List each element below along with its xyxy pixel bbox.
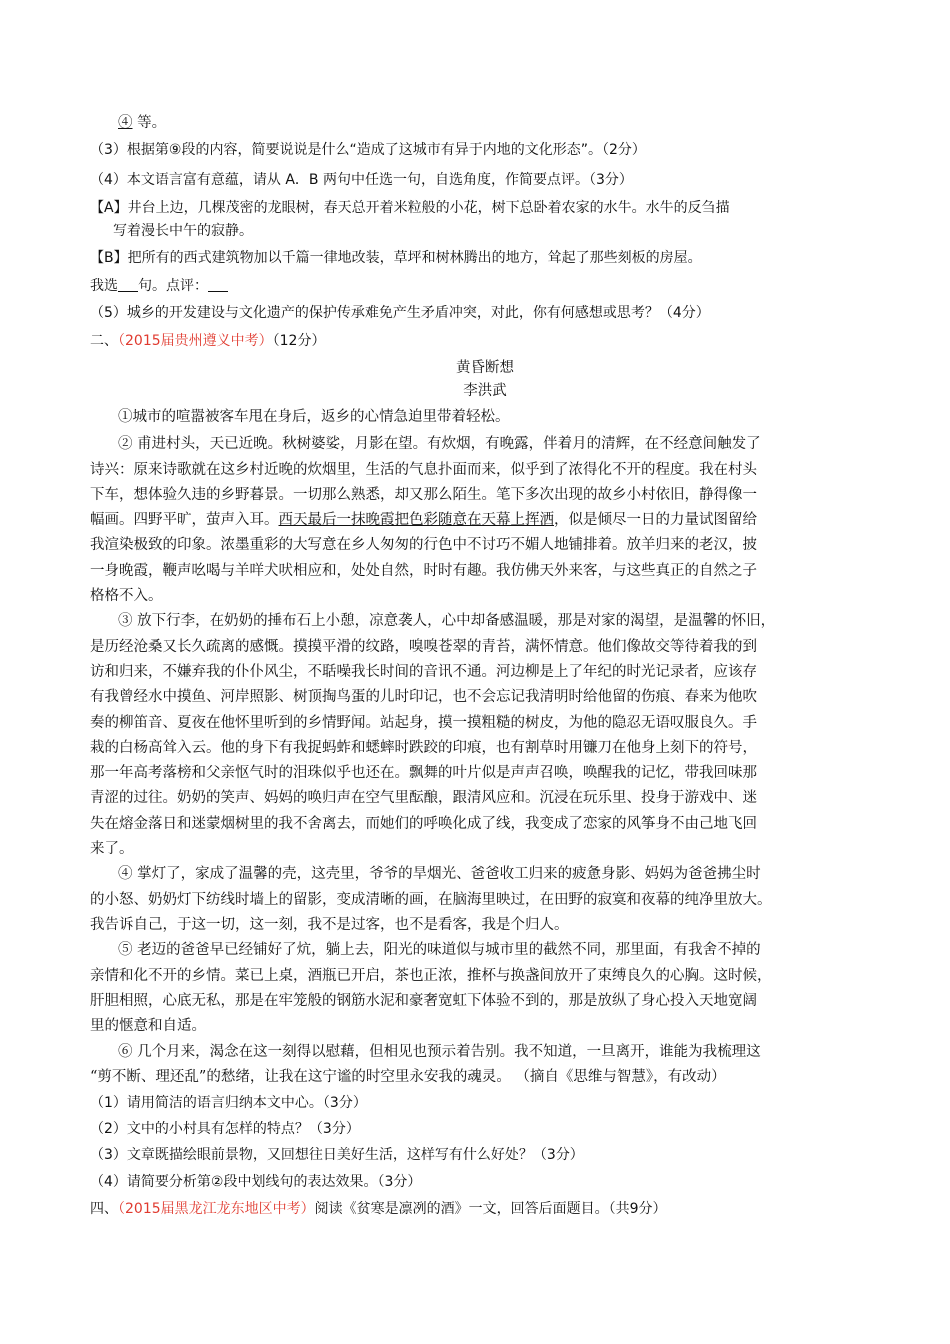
paragraph-3-line9: 失在熔金落日和迷蒙烟树里的我不舍离去，而她们的呼唤化成了线，我变成了恋家的风筝身不由己地飞回 <box>90 816 757 832</box>
answer-line: 我选 句。点评： <box>90 276 880 296</box>
sub-question-3: （3）文章既描绘眼前景物，又回想往日美好生活，这样写有什么好处？（3分） <box>90 1147 584 1163</box>
paragraph-3-line1: ③ 放下行李，在奶奶的捶布石上小憩，凉意袭人，心中却备感温暖，那是对家的渴望，是温馨的怀旧， <box>118 613 776 629</box>
paragraph-3-line8: 青涩的过往。奶奶的笑声、妈妈的唤归声在空气里酝酿，跟清风应和。沉浸在玩乐里、投身于游戏中、迷 <box>90 790 757 806</box>
question-3: （3）根据第⑨段的内容，简要说说是什么“造成了这城市有异于内地的文化形态”。（2分） <box>90 142 646 158</box>
paragraph-3-line10: 来了。 <box>90 841 134 857</box>
paragraph-2-line5: 我渲染极致的印象。浓墨重彩的大写意在乡人匆匆的行色中不讨巧不媚人地铺排着。放羊归来的老汉，披 <box>90 537 757 553</box>
paragraph-2-line4: 幅画。四野平旷，萤声入耳。西天最后一抹晚霞把色彩随意在天幕上挥洒，似是倾尽一日的力量试图留给 <box>90 512 757 528</box>
paragraph-2-line7: 格格不入。 <box>90 588 163 604</box>
paragraph-5-line2: 亲情和化不开的乡情。菜已上桌，酒瓶已开启，茶也正浓，推杯与换盏间放开了束缚良久的心胸。这时候， <box>90 968 772 984</box>
paragraph-2-line6: 一身晚霞，鞭声吆喝与羊咩犬吠相应和，处处自然，时时有趣。我仿佛天外来客，与这些真正的自然之子 <box>90 563 757 579</box>
comment-blank[interactable] <box>208 277 228 292</box>
article-title: 黄昏断想 <box>456 360 514 376</box>
paragraph-4-line2: 的小怒、奶奶灯下纺线时墙上的留影，变成清晰的画，在脑海里映过，在田野的寂寞和夜幕的纯净里放大。 <box>90 892 772 908</box>
item-marker: ④ <box>118 115 133 131</box>
paragraph-3-line5: 奏的柳笛音、夏夜在他怀里听到的乡情野闻。站起身，摸一摸粗糙的树皮，为他的隐忍无语叹服良久。手 <box>90 715 757 731</box>
sentence-a-line1: 【A】井台上边，几棵茂密的龙眼树，春天总开着米粒般的小花，树下总卧着农家的水牛。水牛的反刍描 <box>90 200 730 216</box>
underlined-sentence: 西天最后一抹晚霞把色彩随意在天幕上挥洒 <box>278 512 554 528</box>
sub-question-1: （1）请用简洁的语言归纳本文中心。（3分） <box>90 1095 367 1111</box>
sub-question-4: （4）请简要分析第②段中划线句的表达效果。（3分） <box>90 1174 422 1190</box>
paragraph-2-line1: ② 甫进村头，天已近晚。秋树婆娑，月影在望。有炊烟，有晚露，伴着月的清辉，在不经意间触发了 <box>118 436 761 452</box>
section-source: （2015届黑龙江龙东地区中考） <box>118 1201 315 1217</box>
paragraph-6-line1: ⑥ 几个月来，渴念在这一刻得以慰藉，但相见也预示着告别。我不知道，一旦离开，谁能为我梳理这 <box>118 1044 761 1060</box>
section-source: （2015届贵州遵义中考） <box>118 333 273 349</box>
paragraph-5-line4: 里的惬意和自适。 <box>90 1018 206 1034</box>
sentence-b: 【B】把所有的西式建筑物加以千篇一律地改装，草坪和树林腾出的地方，耸起了那些刻板的房屋。 <box>90 250 702 266</box>
section-two-heading: 二、（2015届贵州遵义中考）（12分） <box>90 333 326 349</box>
paragraph-5-line3: 肝胆相照，心底无私，那是在牢笼般的钢筋水泥和豪奢宽虹下体验不到的，那是放纵了身心投入天地宽阔 <box>90 993 757 1009</box>
paragraph-2-line2: 诗兴：原来诗歌就在这乡村近晚的炊烟里，生活的气息扑面而来，似乎到了浓得化不开的程度。我在村头 <box>90 462 757 478</box>
paragraph-5-line1: ⑤ 老迈的爸爸早已经铺好了炕，躺上去，阳光的味道似与城市里的截然不同，那里面，有我舍不掉的 <box>118 942 761 958</box>
question-5: （5）城乡的开发建设与文化遗产的保护传承难免产生矛盾冲突，对此，你有何感想或思考？（4分） <box>90 305 710 321</box>
question-4: （4）本文语言富有意蕴，请从 A．B 两句中任选一句，自选角度，作简要点评。（3分） <box>90 172 633 188</box>
paragraph-4-line1: ④ 掌灯了，家成了温馨的壳，这壳里，爷爷的旱烟光、爸爸收工归来的疲惫身影、妈妈为爸爸拂尘时 <box>118 866 761 882</box>
paragraph-6-line2: “剪不断、理还乱”的愁绪，让我在这宁谧的时空里永安我的魂灵。 （摘自《思维与智慧》，有改动） <box>90 1069 726 1085</box>
paragraph-1: ①城市的喧嚣被客车甩在身后，返乡的心情急迫里带着轻松。 <box>118 409 510 425</box>
paragraph-3-line2: 是历经沧桑又长久疏离的感慨。摸摸平滑的纹路，嗅嗅苍翠的青苔，满怀情意。他们像故交等待着我的到 <box>90 639 757 655</box>
paragraph-3-line6: 栽的白杨高耸入云。他的身下有我捉蚂蚱和蟋蟀时跌跤的印痕，也有割草时用镰刀在他身上刻下的符号， <box>90 740 757 756</box>
q4-item-line: ④ 等。 <box>118 115 167 131</box>
paragraph-2-line3: 下车，想体验久违的乡野暮景。一切那么熟悉，却又那么陌生。笔下多次出现的故乡小村依旧，静得像一 <box>90 487 757 503</box>
paragraph-4-line3: 我告诉自己，于这一切，这一刻，我不是过客，也不是看客，我是个归人。 <box>90 917 569 933</box>
section-four-heading: 四、（2015届黑龙江龙东地区中考）阅读《贫寒是凛冽的酒》一文，回答后面题目。（共9分） <box>90 1201 667 1217</box>
sub-question-2: （2）文中的小村具有怎样的特点？（3分） <box>90 1121 360 1137</box>
answer-blank[interactable] <box>118 277 138 292</box>
sentence-a-line2: 写着漫长中午的寂静。 <box>113 223 253 239</box>
article-author: 李洪武 <box>463 383 507 399</box>
paragraph-3-line3: 访和归来，不嫌弃我的仆仆风尘，不聒噪我长时间的音讯不通。河边柳是上了年纪的时光记录者，应该存 <box>90 664 757 680</box>
paragraph-3-line7: 那一年高考落榜和父亲怄气时的泪珠似乎也还在。飘舞的叶片似是声声召唤，唤醒我的记忆，带我回味那 <box>90 765 757 781</box>
paragraph-3-line4: 有我曾经水中摸鱼、河岸照影、树顶掏鸟蛋的儿时印记，也不会忘记我清明时给他留的伤痕、春来为他吹 <box>90 689 757 705</box>
